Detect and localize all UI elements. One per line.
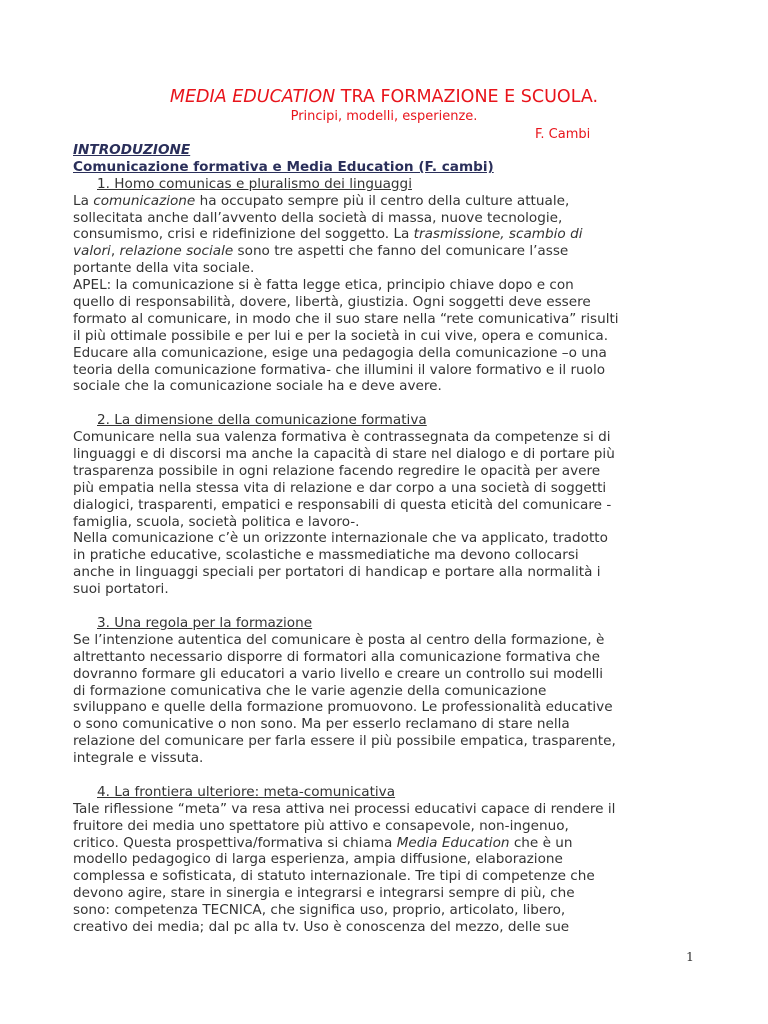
text-run: modello pedagogico di larga esperienza, ampia diffusione, elaborazione bbox=[73, 851, 563, 868]
section-heading: 1. Homo comunicas e pluralismo dei linguaggi bbox=[97, 175, 412, 192]
text-run: La bbox=[73, 192, 94, 209]
paragraph-line bbox=[73, 699, 698, 716]
section-heading: 3. Una regola per la formazione bbox=[97, 614, 313, 631]
paragraph-line bbox=[73, 328, 698, 345]
text-run: , bbox=[110, 243, 120, 260]
paragraph-line bbox=[73, 632, 698, 649]
paragraph-line bbox=[73, 733, 698, 750]
chapter-heading: Comunicazione formativa e Media Education (F. cambi) bbox=[73, 158, 494, 175]
paragraph-line bbox=[73, 818, 698, 835]
paragraph-line bbox=[73, 750, 698, 767]
text-run: più empatia nella stessa vita di relazione e dar corpo a una società di soggetti bbox=[73, 479, 607, 496]
paragraph-line bbox=[73, 801, 698, 818]
paragraph-line bbox=[73, 311, 698, 328]
paragraph-line bbox=[73, 277, 698, 294]
paragraph-line bbox=[73, 226, 698, 243]
italic-text-run: Media Education bbox=[396, 834, 510, 851]
text-run: in pratiche educative, scolastiche e massmediatiche ma devono collocarsi bbox=[73, 547, 579, 564]
text-run: Se l’intenzione autentica del comunicare è posta al centro della formazione, è bbox=[73, 631, 605, 648]
paragraph-line bbox=[73, 345, 698, 362]
text-run: devono agire, stare in sinergia e integrarsi e integrarsi sempre di più, che bbox=[73, 885, 575, 902]
text-run: dovranno formare gli educatori a vario livello e creare un controllo sui modelli bbox=[73, 665, 604, 682]
paragraph-line bbox=[73, 497, 698, 514]
paragraph-line bbox=[73, 210, 698, 227]
paragraph-line bbox=[73, 480, 698, 497]
paragraph-line bbox=[73, 429, 698, 446]
text-run: teoria della comunicazione formativa- che illumini il valore formativo e il ruolo bbox=[73, 361, 606, 378]
paragraph-line bbox=[73, 530, 698, 547]
paragraph-line bbox=[73, 919, 698, 936]
paragraph-line bbox=[73, 564, 698, 581]
text-run: dialogici, trasparenti, empatici e responsabili di questa eticità del comunicare - bbox=[73, 496, 612, 513]
title-italic-part: MEDIA EDUCATION bbox=[169, 87, 336, 107]
paragraph-line bbox=[73, 716, 698, 733]
paragraph-line bbox=[73, 463, 698, 480]
text-run: complessa e sofisticata, di statuto internazionale. Tre tipi di competenze che bbox=[73, 868, 595, 885]
italic-text-run: relazione sociale bbox=[119, 243, 234, 260]
text-run: ha occupato sempre più il centro della culture attuale, bbox=[195, 192, 570, 209]
paragraph-line bbox=[73, 193, 698, 210]
paragraph-line bbox=[73, 243, 698, 260]
author-name: F. Cambi bbox=[535, 127, 591, 142]
text-run: sono tre aspetti che fanno del comunicare l’asse bbox=[233, 243, 569, 260]
text-run: suoi portatori. bbox=[73, 581, 169, 598]
text-run: critico. Questa prospettiva/formativa si chiama bbox=[73, 834, 397, 851]
text-run: che è un bbox=[509, 834, 573, 851]
page-number: 1 bbox=[686, 949, 694, 964]
text-run: Tale riflessione “meta” va resa attiva nei processi educativi capace di rendere il bbox=[73, 800, 616, 817]
text-run: linguaggi e di discorsi ma anche la capacità di stare nel dialogo e di portare più bbox=[73, 446, 615, 463]
section-heading: 2. La dimensione della comunicazione formativa bbox=[97, 412, 427, 429]
text-run: famiglia, scuola, società politica e lavoro-. bbox=[73, 513, 360, 530]
document-title bbox=[0, 86, 768, 108]
text-run: consumismo, crisi e ridefinizione del soggetto. La bbox=[73, 226, 414, 243]
text-run: Educare alla comunicazione, esige una pedagogia della comunicazione –o una bbox=[73, 344, 607, 361]
text-run: sollecitata anche dall’avvento della società di massa, nuove tecnologie, bbox=[73, 209, 563, 226]
text-run: APEL: la comunicazione si è fatta legge etica, principio chiave dopo e con bbox=[73, 277, 574, 294]
section-heading: 4. La frontiera ulteriore: meta-comunicativa bbox=[97, 783, 396, 800]
title-rest: TRA FORMAZIONE E SCUOLA. bbox=[335, 87, 599, 107]
text-run: quello di responsabilità, dovere, libertà, giustizia. Ogni soggetti deve essere bbox=[73, 294, 591, 311]
text-run: relazione del comunicare per farla essere il più possibile empatica, trasparente, bbox=[73, 733, 616, 750]
paragraph-line bbox=[73, 294, 698, 311]
intro-heading: INTRODUZIONE bbox=[73, 142, 191, 158]
italic-text-run: trasmissione, scambio di bbox=[413, 226, 583, 243]
italic-text-run: valori bbox=[73, 243, 111, 260]
text-run: sociale che la comunicazione sociale ha e deve avere. bbox=[73, 378, 442, 395]
text-run: Comunicare nella sua valenza formativa è contrassegnata da competenze si di bbox=[73, 429, 611, 446]
text-run: fruitore dei media uno spettatore più attivo e consapevole, non-ingenuo, bbox=[73, 817, 569, 834]
text-run: o sono comunicative o non sono. Ma per esserlo reclamano di stare nella bbox=[73, 716, 570, 733]
paragraph-line bbox=[73, 666, 698, 683]
paragraph-line bbox=[73, 514, 698, 531]
document-body bbox=[73, 142, 698, 936]
paragraph-line bbox=[73, 885, 698, 902]
blank-line bbox=[73, 598, 698, 615]
paragraph-line bbox=[73, 547, 698, 564]
text-run: creativo dei media; dal pc alla tv. Uso è conoscenza del mezzo, delle sue bbox=[73, 918, 570, 935]
blank-line bbox=[73, 767, 698, 784]
text-run: anche in linguaggi speciali per portatori di handicap e portare alla normalità i bbox=[73, 564, 601, 581]
document-subtitle: Principi, modelli, esperienze. bbox=[290, 109, 478, 124]
blank-line bbox=[73, 395, 698, 412]
text-run: Nella comunicazione c’è un orizzonte internazionale che va applicato, tradotto bbox=[73, 530, 608, 547]
paragraph-line bbox=[73, 362, 698, 379]
paragraph-line bbox=[73, 683, 698, 700]
paragraph-line bbox=[73, 378, 698, 395]
text-run: integrale e vissuta. bbox=[73, 750, 204, 767]
paragraph-line bbox=[73, 649, 698, 666]
text-run: sono: competenza TECNICA, che significa uso, proprio, articolato, libero, bbox=[73, 902, 566, 919]
paragraph-line bbox=[73, 851, 698, 868]
text-run: il più ottimale possibile e per lui e per la società in cui vive, opera e comunica. bbox=[73, 327, 609, 344]
text-run: altrettanto necessario disporre di formatori alla comunicazione formativa che bbox=[73, 648, 601, 665]
text-run: sviluppano e quelle della formazione promuovono. Le professionalità educative bbox=[73, 699, 613, 716]
italic-text-run: comunicazione bbox=[93, 192, 196, 209]
text-run: di formazione comunicativa che le varie agenzie della comunicazione bbox=[73, 682, 547, 699]
paragraph-line bbox=[73, 902, 698, 919]
paragraph-line bbox=[73, 581, 698, 598]
text-run: trasparenza possibile in ogni relazione facendo regredire le opacità per avere bbox=[73, 462, 601, 479]
paragraph-line bbox=[73, 835, 698, 852]
text-run: portante della vita sociale. bbox=[73, 260, 255, 277]
paragraph-line bbox=[73, 260, 698, 277]
paragraph-line bbox=[73, 868, 698, 885]
text-run: formato al comunicare, in modo che il suo stare nella “rete comunicativa” risulti bbox=[73, 310, 619, 327]
paragraph-line bbox=[73, 446, 698, 463]
